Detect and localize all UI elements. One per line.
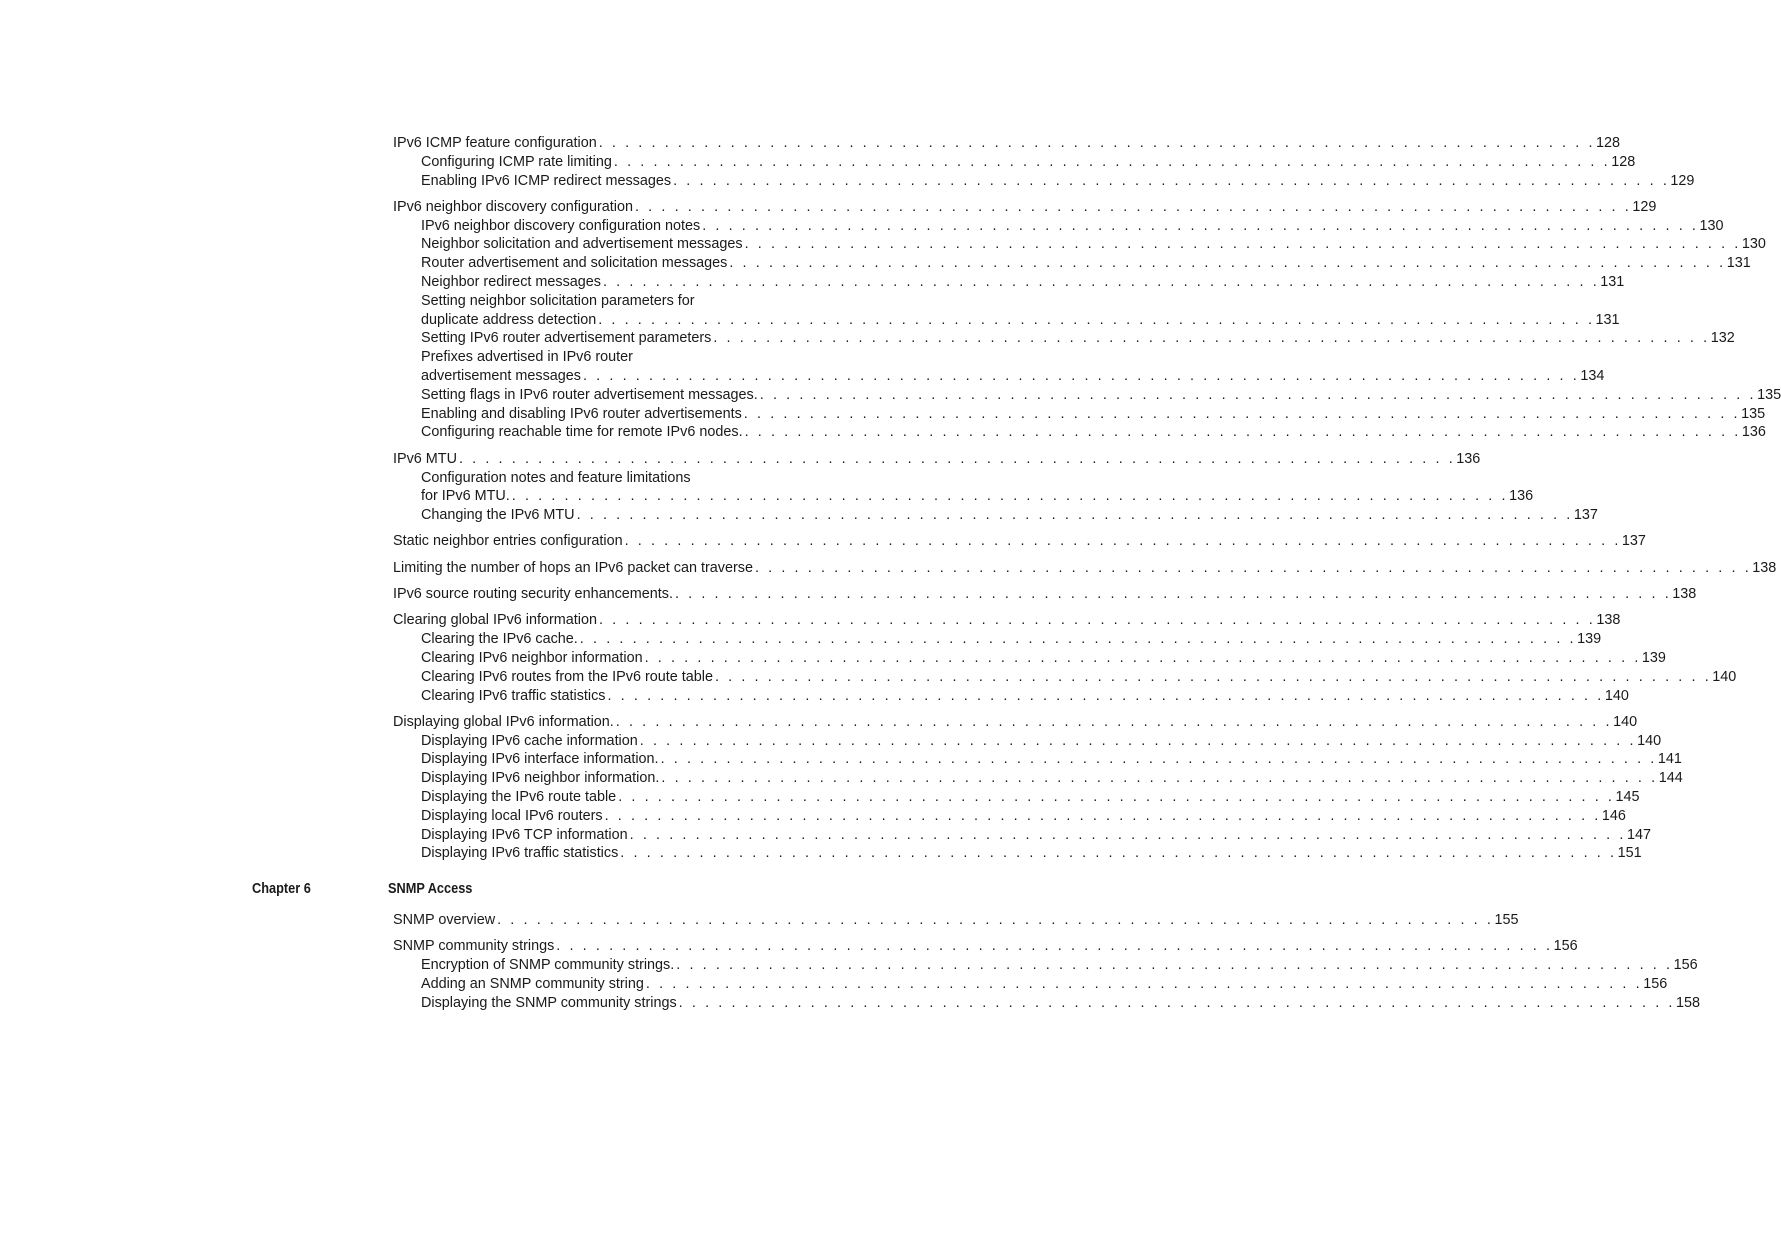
- dot-leader: . . . . . . . . . . . . . . . . . . . . . . . . . . . . . . . . . . . . . . . . . . . . . . . . . . . . . . . . . . . . . . . . . . . . . . . . . . . .: [497, 912, 1494, 929]
- toc-entry-title: IPv6 neighbor discovery configuration: [393, 198, 633, 215]
- toc-entry[interactable]: [393, 611, 1621, 630]
- toc-entry[interactable]: [393, 911, 1519, 930]
- toc-entry-title: Setting IPv6 router advertisement parameters: [421, 330, 712, 347]
- toc-entry-title: Clearing IPv6 neighbor information: [421, 649, 643, 666]
- toc-entry[interactable]: [421, 405, 1766, 424]
- toc-entry-title: Displaying global IPv6 information.: [393, 713, 614, 730]
- toc-entry[interactable]: [393, 532, 1646, 551]
- toc-entry[interactable]: [421, 975, 1668, 994]
- page-number: 147: [1626, 826, 1651, 843]
- page-number: 136: [1456, 450, 1481, 467]
- chapter-heading: [0, 881, 954, 911]
- toc-entry-title: Clearing global IPv6 information: [393, 612, 597, 629]
- dot-leader: . . . . . . . . . . . . . . . . . . . . . . . . . . . . . . . . . . . . . . . . . . . . . . . . . . . . . . . . . . . . . . . . . . . . . . . . . . . .: [582, 368, 1580, 385]
- page-number: 135: [1757, 386, 1781, 403]
- toc-entry-title: Displaying the IPv6 route table: [421, 789, 617, 805]
- toc-section: [0, 559, 1777, 578]
- toc-entry-title: Static neighbor entries configuration: [393, 533, 623, 550]
- page-number: 138: [1596, 612, 1621, 629]
- dot-leader: . . . . . . . . . . . . . . . . . . . . . . . . . . . . . . . . . . . . . . . . . . . . . . . . . . . . . . . . . . . . . . . . . . . . . . . . . . . .: [576, 507, 1573, 524]
- toc-entry-title: Neighbor solicitation and advertisement messages: [421, 236, 743, 253]
- toc-entry-title: advertisement messages: [421, 368, 581, 385]
- toc-section: [0, 585, 1697, 604]
- toc-entry[interactable]: [393, 937, 1578, 956]
- page-number: 136: [1509, 488, 1534, 505]
- dot-leader: . . . . . . . . . . . . . . . . . . . . . . . . . . . . . . . . . . . . . . . . . . . . . . . . . . . . . . . . . . . . . . . . . . . . . . . . . . . .: [729, 255, 1726, 272]
- toc-entry-continued: [421, 469, 842, 488]
- toc-entry-title: SNMP community strings: [393, 938, 555, 955]
- toc-section: [0, 198, 1781, 442]
- page-number: 134: [1580, 368, 1605, 385]
- toc-entry-title: IPv6 source routing security enhancements.: [393, 586, 673, 603]
- dot-leader: . . . . . . . . . . . . . . . . . . . . . . . . . . . . . . . . . . . . . . . . . . . . . . . . . . . . . . . . . . . . . . . . . . . . . . . . . . . .: [660, 751, 1657, 768]
- page-number: 139: [1577, 631, 1602, 648]
- dot-leader: . . . . . . . . . . . . . . . . . . . . . . . . . . . . . . . . . . . . . . . . . . . . . . . . . . . . . . . . . . . . . . . . . . . . . . . . . . . .: [613, 153, 1611, 170]
- page-number: 139: [1641, 649, 1666, 666]
- toc-entry-title: Configuration notes and feature limitations: [421, 469, 691, 486]
- toc-section: [0, 937, 1701, 1012]
- toc-entry[interactable]: [393, 559, 1777, 578]
- toc-entry[interactable]: [393, 198, 1657, 217]
- dot-leader: . . . . . . . . . . . . . . . . . . . . . . . . . . . . . . . . . . . . . . . . . . . . . . . . . . . . . . . . . . . . . . . . . . . . . . . . . . . .: [714, 668, 1712, 685]
- toc-entry[interactable]: [421, 235, 1766, 254]
- page-number: 158: [1676, 994, 1701, 1011]
- dot-leader: . . . . . . . . . . . . . . . . . . . . . . . . . . . . . . . . . . . . . . . . . . . . . . . . . . . . . . . . . . . . . . . . . . . . . . . . . . . .: [556, 938, 1553, 955]
- toc-entry[interactable]: [421, 649, 1666, 668]
- page-number: 138: [1672, 586, 1697, 603]
- toc-entry-title: Configuring reachable time for remote IPv6 nodes.: [421, 424, 743, 441]
- toc-section: [0, 713, 1683, 863]
- dot-leader: . . . . . . . . . . . . . . . . . . . . . . . . . . . . . . . . . . . . . . . . . . . . . . . . . . . . . . . . . . . . . . . . . . . . . . . . . . . .: [620, 845, 1617, 862]
- toc-entry-title: Prefixes advertised in IPv6 router: [421, 349, 633, 366]
- toc-entry[interactable]: [421, 487, 1534, 506]
- dot-leader: . . . . . . . . . . . . . . . . . . . . . . . . . . . . . . . . . . . . . . . . . . . . . . . . . . . . . . . . . . . . . . . . . . . . . . . . . . . .: [618, 789, 1615, 805]
- toc-entry[interactable]: [393, 585, 1697, 604]
- toc-entry-title: Displaying IPv6 TCP information: [421, 826, 628, 843]
- toc-section: [0, 911, 1519, 930]
- toc-entry[interactable]: [421, 153, 1636, 172]
- page-number: 155: [1494, 912, 1519, 929]
- toc-section: [0, 134, 1695, 190]
- page-number: 146: [1601, 807, 1626, 824]
- chapter-label: Chapter 6: [252, 881, 311, 898]
- toc-entry-title: for IPv6 MTU.: [421, 488, 510, 505]
- dot-leader: . . . . . . . . . . . . . . . . . . . . . . . . . . . . . . . . . . . . . . . . . . . . . . . . . . . . . . . . . . . . . . . . . . . . . . . . . . . .: [645, 976, 1643, 993]
- page-number: 128: [1596, 135, 1621, 151]
- toc-entry-title: Enabling IPv6 ICMP redirect messages: [421, 172, 672, 189]
- toc-entry[interactable]: [393, 713, 1638, 732]
- toc-entry-title: IPv6 MTU: [393, 450, 457, 467]
- toc-section: [0, 450, 1598, 525]
- toc-entry[interactable]: [421, 769, 1683, 788]
- dot-leader: . . . . . . . . . . . . . . . . . . . . . . . . . . . . . . . . . . . . . . . . . . . . . . . . . . . . . . . . . . . . . . . . . . . . . . . . . . . .: [598, 135, 1596, 151]
- dot-leader: . . . . . . . . . . . . . . . . . . . . . . . . . . . . . . . . . . . . . . . . . . . . . . . . . . . . . . . . . . . . . . . . . . . . . . . . . . . .: [602, 274, 1600, 291]
- toc-entry[interactable]: [421, 630, 1602, 649]
- page-number: 145: [1615, 789, 1640, 805]
- toc-entry-title: Clearing the IPv6 cache.: [421, 631, 578, 648]
- toc-entry[interactable]: [421, 386, 1781, 405]
- page-number: 140: [1604, 687, 1629, 704]
- page-number: 136: [1741, 424, 1766, 441]
- toc-entry-title: Neighbor redirect messages: [421, 274, 601, 291]
- page-number: 138: [1752, 559, 1777, 576]
- dot-leader: . . . . . . . . . . . . . . . . . . . . . . . . . . . . . . . . . . . . . . . . . . . . . . . . . . . . . . . . . . . . . . . . . . . . . . . . . . . .: [759, 386, 1757, 403]
- toc-entry-title: Displaying IPv6 neighbor information.: [421, 770, 660, 787]
- dot-leader: . . . . . . . . . . . . . . . . . . . . . . . . . . . . . . . . . . . . . . . . . . . . . . . . . . . . . . . . . . . . . . . . . . . . . . . . . . . .: [673, 172, 1670, 189]
- page-number: 151: [1617, 845, 1642, 862]
- page-number: 130: [1699, 217, 1724, 234]
- dot-leader: . . . . . . . . . . . . . . . . . . . . . . . . . . . . . . . . . . . . . . . . . . . . . . . . . . . . . . . . . . . . . . . . . . . . . . . . . . . .: [607, 687, 1604, 704]
- page-number: 130: [1741, 236, 1766, 253]
- toc-entry[interactable]: [421, 807, 1626, 826]
- dot-leader: . . . . . . . . . . . . . . . . . . . . . . . . . . . . . . . . . . . . . . . . . . . . . . . . . . . . . . . . . . . . . . . . . . . . . . . . . . . .: [598, 612, 1596, 629]
- toc-entry[interactable]: [421, 788, 1640, 807]
- toc-entry-title: Clearing IPv6 routes from the IPv6 route table: [421, 668, 713, 685]
- toc-entry-continued: [421, 348, 842, 367]
- toc-entry[interactable]: [421, 750, 1682, 769]
- toc-entry[interactable]: [421, 844, 1642, 863]
- table-of-contents: [0, 134, 1781, 1020]
- toc-entry-title: SNMP overview: [393, 912, 496, 929]
- page-number: 131: [1726, 255, 1751, 272]
- page-number: 128: [1611, 153, 1636, 170]
- chapter-title: SNMP Access: [388, 881, 473, 898]
- page-number: 156: [1643, 976, 1668, 993]
- page-number: 140: [1613, 713, 1638, 730]
- dot-leader: . . . . . . . . . . . . . . . . . . . . . . . . . . . . . . . . . . . . . . . . . . . . . . . . . . . . . . . . . . . . . . . . . . . . . . . . . . . .: [458, 450, 1456, 467]
- toc-entry-title: IPv6 ICMP feature configuration: [393, 135, 597, 151]
- toc-entry-title: Displaying the SNMP community strings: [421, 994, 677, 1011]
- toc-entry[interactable]: [393, 134, 1621, 153]
- toc-entry-continued: [421, 292, 842, 311]
- toc-entry-title: IPv6 neighbor discovery configuration notes: [421, 217, 701, 234]
- toc-entry[interactable]: [421, 994, 1701, 1013]
- page-number: 132: [1710, 330, 1735, 347]
- toc-entry-title: Router advertisement and solicitation messages: [421, 255, 728, 272]
- toc-entry-title: Enabling and disabling IPv6 router advertisements: [421, 405, 742, 422]
- toc-entry[interactable]: [421, 668, 1737, 687]
- page-number: 140: [1712, 668, 1737, 685]
- page-number: 141: [1657, 751, 1682, 768]
- toc-entry-title: Displaying IPv6 interface information.: [421, 751, 659, 768]
- page-number: 137: [1621, 533, 1646, 550]
- page-number: 140: [1637, 732, 1662, 749]
- toc-entry-title: Configuring ICMP rate limiting: [421, 153, 612, 170]
- toc-section: [0, 611, 1737, 705]
- dot-leader: . . . . . . . . . . . . . . . . . . . . . . . . . . . . . . . . . . . . . . . . . . . . . . . . . . . . . . . . . . . . . . . . . . . . . . . . . . . .: [743, 405, 1741, 422]
- toc-entry[interactable]: [421, 423, 1766, 442]
- page-number: 131: [1595, 311, 1620, 328]
- dot-leader: . . . . . . . . . . . . . . . . . . . . . . . . . . . . . . . . . . . . . . . . . . . . . . . . . . . . . . . . . . . . . . . . . . . . . . . . . . . .: [676, 957, 1673, 974]
- toc-entry[interactable]: [421, 217, 1724, 236]
- dot-leader: . . . . . . . . . . . . . . . . . . . . . . . . . . . . . . . . . . . . . . . . . . . . . . . . . . . . . . . . . . . . . . . . . . . . . . . . . . . .: [661, 770, 1658, 787]
- toc-entry[interactable]: [421, 172, 1695, 191]
- toc-entry[interactable]: [421, 273, 1625, 292]
- toc-entry[interactable]: [421, 956, 1698, 975]
- toc-entry-title: Clearing IPv6 traffic statistics: [421, 687, 606, 704]
- page-number: 144: [1658, 770, 1683, 787]
- toc-entry-title: Displaying local IPv6 routers: [421, 807, 603, 824]
- page-number: 129: [1670, 172, 1695, 189]
- toc-section: [0, 532, 1646, 551]
- dot-leader: . . . . . . . . . . . . . . . . . . . . . . . . . . . . . . . . . . . . . . . . . . . . . . . . . . . . . . . . . . . . . . . . . . . . . . . . . . . .: [579, 631, 1577, 648]
- dot-leader: . . . . . . . . . . . . . . . . . . . . . . . . . . . . . . . . . . . . . . . . . . . . . . . . . . . . . . . . . . . . . . . . . . . . . . . . . . . .: [702, 217, 1699, 234]
- dot-leader: . . . . . . . . . . . . . . . . . . . . . . . . . . . . . . . . . . . . . . . . . . . . . . . . . . . . . . . . . . . . . . . . . . . . . . . . . . . .: [713, 330, 1710, 347]
- dot-leader: . . . . . . . . . . . . . . . . . . . . . . . . . . . . . . . . . . . . . . . . . . . . . . . . . . . . . . . . . . . . . . . . . . . . . . . . . . . .: [634, 198, 1632, 215]
- page-number: 131: [1600, 274, 1625, 291]
- toc-entry-title: Setting neighbor solicitation parameters for: [421, 292, 695, 309]
- toc-entry-title: Adding an SNMP community string: [421, 976, 644, 993]
- dot-leader: . . . . . . . . . . . . . . . . . . . . . . . . . . . . . . . . . . . . . . . . . . . . . . . . . . . . . . . . . . . . . . . . . . . . . . . . . . . .: [744, 236, 1741, 253]
- toc-entry[interactable]: [421, 732, 1662, 751]
- page-number: 137: [1573, 507, 1598, 524]
- toc-entry[interactable]: [421, 506, 1598, 525]
- page-number: 156: [1553, 938, 1578, 955]
- toc-entry[interactable]: [421, 826, 1651, 845]
- toc-entry[interactable]: [421, 687, 1629, 706]
- dot-leader: . . . . . . . . . . . . . . . . . . . . . . . . . . . . . . . . . . . . . . . . . . . . . . . . . . . . . . . . . . . . . . . . . . . . . . . . . . . .: [629, 826, 1626, 843]
- toc-entry[interactable]: [421, 311, 1620, 330]
- toc-entry-title: Changing the IPv6 MTU: [421, 507, 575, 524]
- dot-leader: . . . . . . . . . . . . . . . . . . . . . . . . . . . . . . . . . . . . . . . . . . . . . . . . . . . . . . . . . . . . . . . . . . . . . . . . . . . .: [624, 533, 1621, 550]
- dot-leader: . . . . . . . . . . . . . . . . . . . . . . . . . . . . . . . . . . . . . . . . . . . . . . . . . . . . . . . . . . . . . . . . . . . . . . . . . . . .: [604, 807, 1601, 824]
- toc-entry-title: Encryption of SNMP community strings.: [421, 957, 675, 974]
- dot-leader: . . . . . . . . . . . . . . . . . . . . . . . . . . . . . . . . . . . . . . . . . . . . . . . . . . . . . . . . . . . . . . . . . . . . . . . . . . . .: [754, 559, 1752, 576]
- toc-entry[interactable]: [421, 367, 1605, 386]
- dot-leader: . . . . . . . . . . . . . . . . . . . . . . . . . . . . . . . . . . . . . . . . . . . . . . . . . . . . . . . . . . . . . . . . . . . . . . . . . . . .: [511, 488, 1509, 505]
- dot-leader: . . . . . . . . . . . . . . . . . . . . . . . . . . . . . . . . . . . . . . . . . . . . . . . . . . . . . . . . . . . . . . . . . . . . . . . . . . . .: [598, 311, 1595, 328]
- page-number: 156: [1673, 957, 1698, 974]
- toc-entry[interactable]: [421, 254, 1751, 273]
- toc-entry-title: Displaying IPv6 cache information: [421, 732, 638, 749]
- toc-entry[interactable]: [421, 329, 1735, 348]
- dot-leader: . . . . . . . . . . . . . . . . . . . . . . . . . . . . . . . . . . . . . . . . . . . . . . . . . . . . . . . . . . . . . . . . . . . . . . . . . . . .: [678, 994, 1675, 1011]
- dot-leader: . . . . . . . . . . . . . . . . . . . . . . . . . . . . . . . . . . . . . . . . . . . . . . . . . . . . . . . . . . . . . . . . . . . . . . . . . . . .: [644, 649, 1641, 666]
- dot-leader: . . . . . . . . . . . . . . . . . . . . . . . . . . . . . . . . . . . . . . . . . . . . . . . . . . . . . . . . . . . . . . . . . . . . . . . . . . . .: [674, 586, 1672, 603]
- dot-leader: . . . . . . . . . . . . . . . . . . . . . . . . . . . . . . . . . . . . . . . . . . . . . . . . . . . . . . . . . . . . . . . . . . . . . . . . . . . .: [744, 424, 1741, 441]
- toc-entry-title: duplicate address detection: [421, 311, 597, 328]
- toc-entry[interactable]: [393, 450, 1481, 469]
- page-number: 135: [1741, 405, 1766, 422]
- toc-entry-title: Displaying IPv6 traffic statistics: [421, 845, 619, 862]
- toc-entry-title: Limiting the number of hops an IPv6 packet can traverse: [393, 559, 753, 576]
- toc-entry-title: Setting flags in IPv6 router advertisement messages.: [421, 386, 758, 403]
- page-number: 129: [1632, 198, 1657, 215]
- dot-leader: . . . . . . . . . . . . . . . . . . . . . . . . . . . . . . . . . . . . . . . . . . . . . . . . . . . . . . . . . . . . . . . . . . . . . . . . . . . .: [639, 732, 1637, 749]
- dot-leader: . . . . . . . . . . . . . . . . . . . . . . . . . . . . . . . . . . . . . . . . . . . . . . . . . . . . . . . . . . . . . . . . . . . . . . . . . . . .: [615, 713, 1613, 730]
